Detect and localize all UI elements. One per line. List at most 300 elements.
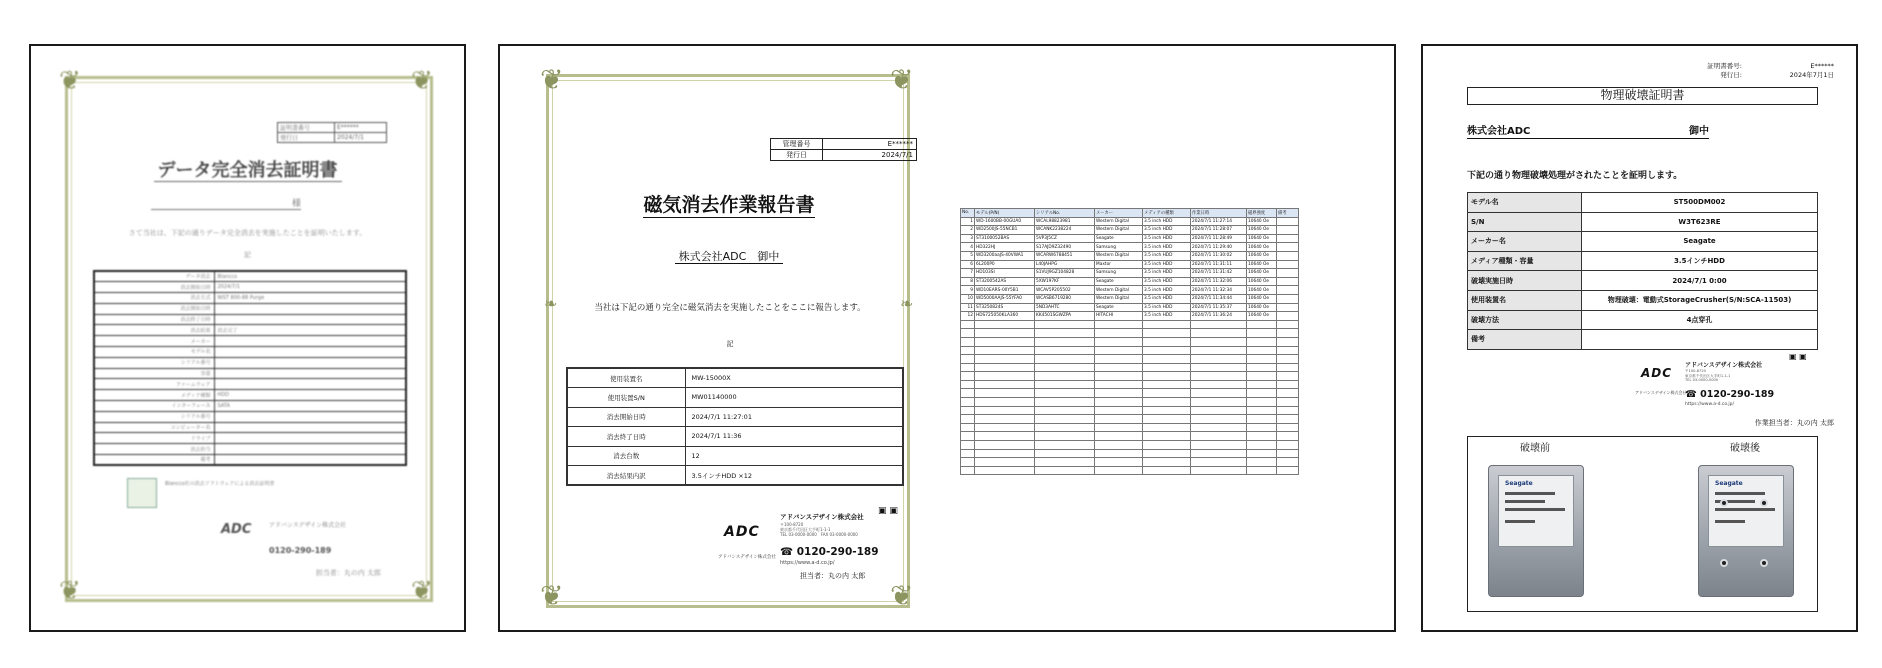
row-label: 消去開始日時: [94, 303, 214, 314]
row-value: 3.5インチHDD ×12: [685, 466, 903, 486]
empty-cell: [1277, 406, 1299, 415]
field-strength: 10640 Oe: [1247, 217, 1277, 226]
empty-cell: [1247, 458, 1277, 467]
row-value: 12: [685, 446, 903, 466]
corner-ornament-icon: ❦: [890, 579, 914, 612]
row-label: 備考: [94, 455, 214, 466]
media-type: 3.5 inch HDD: [1143, 294, 1191, 303]
meta-value: E******: [334, 123, 386, 133]
empty-cell: [1191, 363, 1247, 372]
table-row: [567, 368, 903, 388]
empty-cell: [975, 441, 1035, 450]
table-row: [94, 271, 406, 282]
empty-cell: [1035, 337, 1095, 346]
empty-cell: [1247, 406, 1277, 415]
model: ST3250824S: [975, 303, 1035, 312]
row-value: HDD: [214, 390, 406, 401]
empty-cell: [1095, 458, 1143, 467]
table-row: [94, 314, 406, 325]
empty-cell: [1191, 441, 1247, 450]
empty-cell: [961, 389, 975, 398]
empty-cell: [1143, 406, 1191, 415]
row-number: 12: [961, 312, 975, 321]
media-type: 3.5 inch HDD: [1143, 312, 1191, 321]
row-value: MW-15000X: [685, 368, 903, 388]
certificate-statement: 下記の通り物理破壊処理がされたことを証明します。: [1467, 171, 1683, 181]
column-header: 作業日時: [1191, 209, 1247, 218]
empty-cell: [1095, 449, 1143, 458]
empty-cell: [1191, 337, 1247, 346]
empty-cell: [975, 337, 1035, 346]
empty-cell: [1247, 320, 1277, 329]
empty-row: [961, 449, 1299, 458]
row-value: 2024/7/1 0:00: [1582, 271, 1818, 291]
empty-cell: [1035, 355, 1095, 364]
empty-row: [961, 423, 1299, 432]
empty-cell: [1277, 458, 1299, 467]
empty-cell: [1143, 363, 1191, 372]
table-row: [961, 260, 1299, 269]
row-value: [214, 433, 406, 444]
serial: S1VUJ9GZ104828: [1035, 269, 1095, 278]
empty-cell: [1143, 466, 1191, 475]
row-label: 消去担当: [94, 444, 214, 455]
row-label: 使用装置S/N: [567, 388, 685, 408]
empty-cell: [961, 398, 975, 407]
empty-cell: [1247, 415, 1277, 424]
row-value: [214, 422, 406, 433]
empty-cell: [1035, 372, 1095, 381]
company-name: アドバンスデザイン株式会社: [780, 513, 864, 521]
row-value: 消去完了: [214, 325, 406, 336]
address-line: 〒100-8720: [1685, 369, 1706, 373]
work-datetime: 2024/7/1 11:35:37: [1191, 303, 1247, 312]
empty-cell: [1247, 355, 1277, 364]
column-header: 磁界強度: [1247, 209, 1277, 218]
empty-row: [961, 355, 1299, 364]
column-header: メーカー: [1095, 209, 1143, 218]
empty-cell: [1191, 466, 1247, 475]
corner-ornament-icon: ❦: [59, 576, 81, 606]
person-in-charge: 担当者：丸の内 太郎: [315, 569, 381, 577]
empty-cell: [1191, 423, 1247, 432]
row-label: メディア種類: [94, 390, 214, 401]
maker: Western Digital: [1095, 226, 1143, 235]
empty-cell: [961, 355, 975, 364]
empty-row: [961, 372, 1299, 381]
empty-cell: [1191, 406, 1247, 415]
corner-ornament-icon: ❦: [540, 63, 564, 96]
hdd-photo-before: [1480, 459, 1592, 603]
row-label: 備考: [1468, 330, 1582, 350]
empty-cell: [1247, 337, 1277, 346]
report-title: 磁気消去作業報告書: [643, 194, 815, 216]
empty-cell: [975, 432, 1035, 441]
empty-cell: [1095, 415, 1143, 424]
model: WD5000AAJS-55YFA0: [975, 294, 1035, 303]
certificate-meta: [1698, 62, 1834, 80]
recipient-line: 様: [151, 196, 301, 210]
corner-ornament-icon: ❦: [411, 66, 433, 96]
maker: Maxtor: [1095, 260, 1143, 269]
empty-cell: [1277, 346, 1299, 355]
table-row: [94, 433, 406, 444]
row-value: [214, 336, 406, 347]
row-label: 使用装置名: [567, 368, 685, 388]
empty-cell: [1035, 423, 1095, 432]
table-row: [567, 466, 903, 486]
row-value: [1582, 330, 1818, 350]
certificate-title: 物理破壊証明書: [1467, 87, 1818, 105]
meta-label: 発行日: [771, 150, 823, 161]
row-label: ファームウェア: [94, 379, 214, 390]
empty-cell: [1035, 458, 1095, 467]
empty-cell: [1095, 337, 1143, 346]
empty-row: [961, 432, 1299, 441]
maker: HITACHI: [1095, 312, 1143, 321]
empty-cell: [1247, 329, 1277, 338]
table-row: [1468, 330, 1818, 350]
maker: Western Digital: [1095, 294, 1143, 303]
field-strength: 10640 Oe: [1247, 260, 1277, 269]
empty-row: [961, 398, 1299, 407]
model: WD-1600BB-00GUA0: [975, 217, 1035, 226]
row-number: 3: [961, 234, 975, 243]
remarks: [1277, 303, 1299, 312]
maker: Samsung: [1095, 269, 1143, 278]
field-strength: 10640 Oe: [1247, 303, 1277, 312]
company-logo: ADC: [1641, 366, 1673, 380]
work-datetime: 2024/7/1 11:32:34: [1191, 286, 1247, 295]
row-value: [214, 347, 406, 358]
hdd-brand-label: Seagate: [1505, 480, 1533, 487]
field-strength: 10640 Oe: [1247, 234, 1277, 243]
row-value: [214, 455, 406, 466]
model: HD103SI: [975, 269, 1035, 278]
media-type: 3.5 inch HDD: [1143, 269, 1191, 278]
empty-row: [961, 466, 1299, 475]
empty-row: [961, 380, 1299, 389]
media-type: 3.5 inch HDD: [1143, 277, 1191, 286]
media-type: 3.5 inch HDD: [1143, 251, 1191, 260]
empty-cell: [1035, 449, 1095, 458]
table-row: [1468, 251, 1818, 271]
work-datetime: 2024/7/1 11:31:42: [1191, 269, 1247, 278]
destruction-detail-table: [1467, 192, 1818, 350]
empty-cell: [961, 320, 975, 329]
table-row: [961, 277, 1299, 286]
table-row: [94, 357, 406, 368]
row-label: メーカー: [94, 336, 214, 347]
row-label: シリアル番号: [94, 357, 214, 368]
empty-cell: [1277, 329, 1299, 338]
table-header-row: [961, 209, 1299, 218]
phone-number: ☎ 0120-290-189: [780, 546, 879, 558]
table-row: [1468, 193, 1818, 213]
row-value: [214, 357, 406, 368]
serial: S17AJD9Z32490: [1035, 243, 1095, 252]
table-row: [961, 303, 1299, 312]
maker: Seagate: [1095, 234, 1143, 243]
row-label: 消去台数: [567, 446, 685, 466]
empty-cell: [1277, 363, 1299, 372]
meta-value: 2024/7/1: [823, 150, 917, 161]
ki-mark: 記: [726, 340, 734, 348]
person-in-charge: 担当者：丸の内 太郎: [800, 572, 866, 580]
empty-cell: [1095, 432, 1143, 441]
model: WD3200aaJS-40VWA1: [975, 251, 1035, 260]
logo-subtitle: アドバンスデザイン株式会社: [1635, 390, 1687, 395]
table-row: [961, 217, 1299, 226]
row-label: 消去方式: [94, 293, 214, 304]
row-label: 容量: [94, 368, 214, 379]
table-row: [94, 401, 406, 412]
empty-cell: [1143, 389, 1191, 398]
row-number: 9: [961, 286, 975, 295]
empty-cell: [1247, 449, 1277, 458]
logo-subtitle: アドバンスデザイン株式会社: [718, 555, 776, 560]
remarks: [1277, 286, 1299, 295]
row-label: モデル名: [1468, 193, 1582, 213]
table-row: [1468, 271, 1818, 291]
table-row: [94, 455, 406, 466]
empty-cell: [1247, 363, 1277, 372]
row-value: 2024/7/1: [214, 282, 406, 293]
empty-row: [961, 415, 1299, 424]
drill-hole-icon: [1720, 559, 1728, 567]
empty-cell: [1191, 398, 1247, 407]
empty-cell: [1143, 432, 1191, 441]
table-row: [94, 347, 406, 358]
table-row: [1468, 310, 1818, 330]
recipient: 株式会社ADC 御中: [1467, 122, 1709, 139]
row-value: 物理破壊：電動式StorageCrusher(S/N:SCA-11503): [1582, 290, 1818, 310]
empty-cell: [1247, 389, 1277, 398]
row-label: メーカー名: [1468, 232, 1582, 252]
field-strength: 10640 Oe: [1247, 312, 1277, 321]
company-url: https://www.a-d.co.jp/: [780, 560, 835, 566]
maker: Western Digital: [1095, 286, 1143, 295]
empty-cell: [1191, 346, 1247, 355]
field-strength: 10640 Oe: [1247, 286, 1277, 295]
empty-cell: [975, 320, 1035, 329]
empty-cell: [975, 355, 1035, 364]
empty-cell: [975, 363, 1035, 372]
model: ST3200542AS: [975, 277, 1035, 286]
phone-number: ☎ 0120-290-189: [1685, 389, 1775, 400]
row-label: 消去結果: [94, 325, 214, 336]
empty-cell: [961, 415, 975, 424]
table-row: [94, 422, 406, 433]
empty-cell: [1277, 320, 1299, 329]
row-number: 5: [961, 251, 975, 260]
certificate-meta: [277, 122, 387, 143]
empty-cell: [1035, 415, 1095, 424]
remarks: [1277, 312, 1299, 321]
table-row: [567, 388, 903, 408]
remarks: [1277, 269, 1299, 278]
row-value: Seagate: [1582, 232, 1818, 252]
empty-row: [961, 346, 1299, 355]
software-note: Blancco社の消去ソフトウェアによる消去証明書: [165, 481, 275, 487]
row-value: MW01140000: [685, 388, 903, 408]
certificate-title: データ完全消去証明書: [31, 156, 464, 182]
empty-cell: [1095, 320, 1143, 329]
empty-cell: [1247, 380, 1277, 389]
row-number: 6: [961, 260, 975, 269]
empty-cell: [1095, 380, 1143, 389]
meta-label: 発行日: [278, 133, 335, 143]
phone-icon: ☎: [1685, 389, 1697, 400]
serial: WCASB6719280: [1035, 294, 1095, 303]
remarks: [1277, 234, 1299, 243]
empty-cell: [1035, 406, 1095, 415]
empty-cell: [975, 406, 1035, 415]
work-datetime: 2024/7/1 11:27:14: [1191, 217, 1247, 226]
row-value: [214, 303, 406, 314]
company-name: アドバンスデザイン株式会社: [269, 522, 347, 529]
model: WD10EARS-00Y5B1: [975, 286, 1035, 295]
meta-value: 2024/7/1: [334, 133, 386, 143]
empty-cell: [1277, 466, 1299, 475]
certification-mark-icon: ▣ ▣: [878, 506, 898, 516]
empty-cell: [1095, 363, 1143, 372]
meta-value: 2024年7月1日: [1789, 71, 1834, 79]
row-value: [214, 314, 406, 325]
corner-ornament-icon: ❦: [890, 63, 914, 96]
table-row: [961, 294, 1299, 303]
empty-cell: [961, 346, 975, 355]
empty-cell: [1277, 337, 1299, 346]
erasure-certificate-panel: [29, 44, 466, 632]
address-line: TEL 03-0000-0000: [1685, 378, 1719, 383]
maker: Samsung: [1095, 243, 1143, 252]
phone-number: 0120-290-189: [269, 546, 332, 555]
empty-cell: [961, 363, 975, 372]
empty-cell: [1277, 415, 1299, 424]
media-type: 3.5 inch HDD: [1143, 260, 1191, 269]
empty-cell: [1191, 372, 1247, 381]
empty-cell: [1277, 372, 1299, 381]
meta-value: E******: [1810, 62, 1834, 70]
empty-row: [961, 389, 1299, 398]
table-row: [1468, 212, 1818, 232]
empty-row: [961, 441, 1299, 450]
empty-cell: [1095, 389, 1143, 398]
empty-cell: [975, 449, 1035, 458]
column-header: No.: [961, 209, 975, 218]
empty-cell: [1143, 329, 1191, 338]
serial: WCARW6788451: [1035, 251, 1095, 260]
maker: Western Digital: [1095, 251, 1143, 260]
row-label: 使用装置名: [1468, 290, 1582, 310]
row-label: 消去終了日時: [567, 427, 685, 447]
empty-cell: [961, 423, 975, 432]
empty-cell: [961, 466, 975, 475]
empty-cell: [1143, 320, 1191, 329]
row-number: 1: [961, 217, 975, 226]
meta-label: 証明書番号: [278, 123, 335, 133]
table-row: [94, 379, 406, 390]
empty-cell: [1035, 380, 1095, 389]
empty-cell: [1191, 449, 1247, 458]
company-logo: ADC: [221, 522, 252, 537]
empty-row: [961, 458, 1299, 467]
empty-cell: [1095, 372, 1143, 381]
address-line: 東京都千代田区大手町1-1-1: [780, 527, 831, 532]
empty-cell: [1095, 398, 1143, 407]
table-row: [94, 293, 406, 304]
row-label: インターフェース: [94, 401, 214, 412]
row-number: 2: [961, 226, 975, 235]
row-label: S/N: [1468, 212, 1582, 232]
row-value: Blancco: [214, 271, 406, 282]
table-row: [961, 226, 1299, 235]
empty-cell: [1095, 355, 1143, 364]
empty-cell: [1143, 355, 1191, 364]
row-value: 4点穿孔: [1582, 310, 1818, 330]
remarks: [1277, 260, 1299, 269]
serial: 5VP3J5CZ: [1035, 234, 1095, 243]
row-value: NIST 800-88 Purge: [214, 293, 406, 304]
company-address: [780, 522, 858, 537]
field-strength: 10640 Oe: [1247, 243, 1277, 252]
empty-row: [961, 320, 1299, 329]
empty-cell: [1143, 458, 1191, 467]
row-value: [214, 444, 406, 455]
empty-cell: [1143, 346, 1191, 355]
hdd-list-table: [960, 208, 1299, 475]
empty-cell: [1247, 398, 1277, 407]
empty-cell: [975, 346, 1035, 355]
empty-cell: [1191, 458, 1247, 467]
phone-icon: ☎: [780, 546, 794, 558]
table-row: [94, 336, 406, 347]
model: HD322HJ: [975, 243, 1035, 252]
empty-cell: [961, 380, 975, 389]
degauss-report-panel: [498, 44, 1396, 632]
column-header: シリアルNo.: [1035, 209, 1095, 218]
empty-cell: [1035, 432, 1095, 441]
table-row: [94, 390, 406, 401]
empty-cell: [1143, 441, 1191, 450]
row-number: 7: [961, 269, 975, 278]
media-type: 3.5 inch HDD: [1143, 217, 1191, 226]
photo-box: [1467, 436, 1818, 612]
table-row: [1468, 290, 1818, 310]
row-value: SATA: [214, 401, 406, 412]
empty-cell: [1247, 432, 1277, 441]
empty-cell: [1095, 423, 1143, 432]
work-datetime: 2024/7/1 11:29:40: [1191, 243, 1247, 252]
empty-cell: [975, 372, 1035, 381]
meta-label: 証明書番号:: [1707, 62, 1742, 70]
before-caption: 破壊前: [1520, 443, 1550, 454]
serial: WCANK2238224: [1035, 226, 1095, 235]
row-value: 2024/7/1 11:36: [685, 427, 903, 447]
meta-label: 管理番号: [771, 139, 823, 150]
row-number: 11: [961, 303, 975, 312]
field-strength: 10640 Oe: [1247, 251, 1277, 260]
empty-cell: [1277, 423, 1299, 432]
empty-cell: [975, 329, 1035, 338]
column-header: モデル(P/N): [975, 209, 1035, 218]
empty-cell: [1095, 346, 1143, 355]
table-row: [567, 446, 903, 466]
empty-cell: [961, 329, 975, 338]
work-datetime: 2024/7/1 11:32:06: [1191, 277, 1247, 286]
table-row: [94, 325, 406, 336]
